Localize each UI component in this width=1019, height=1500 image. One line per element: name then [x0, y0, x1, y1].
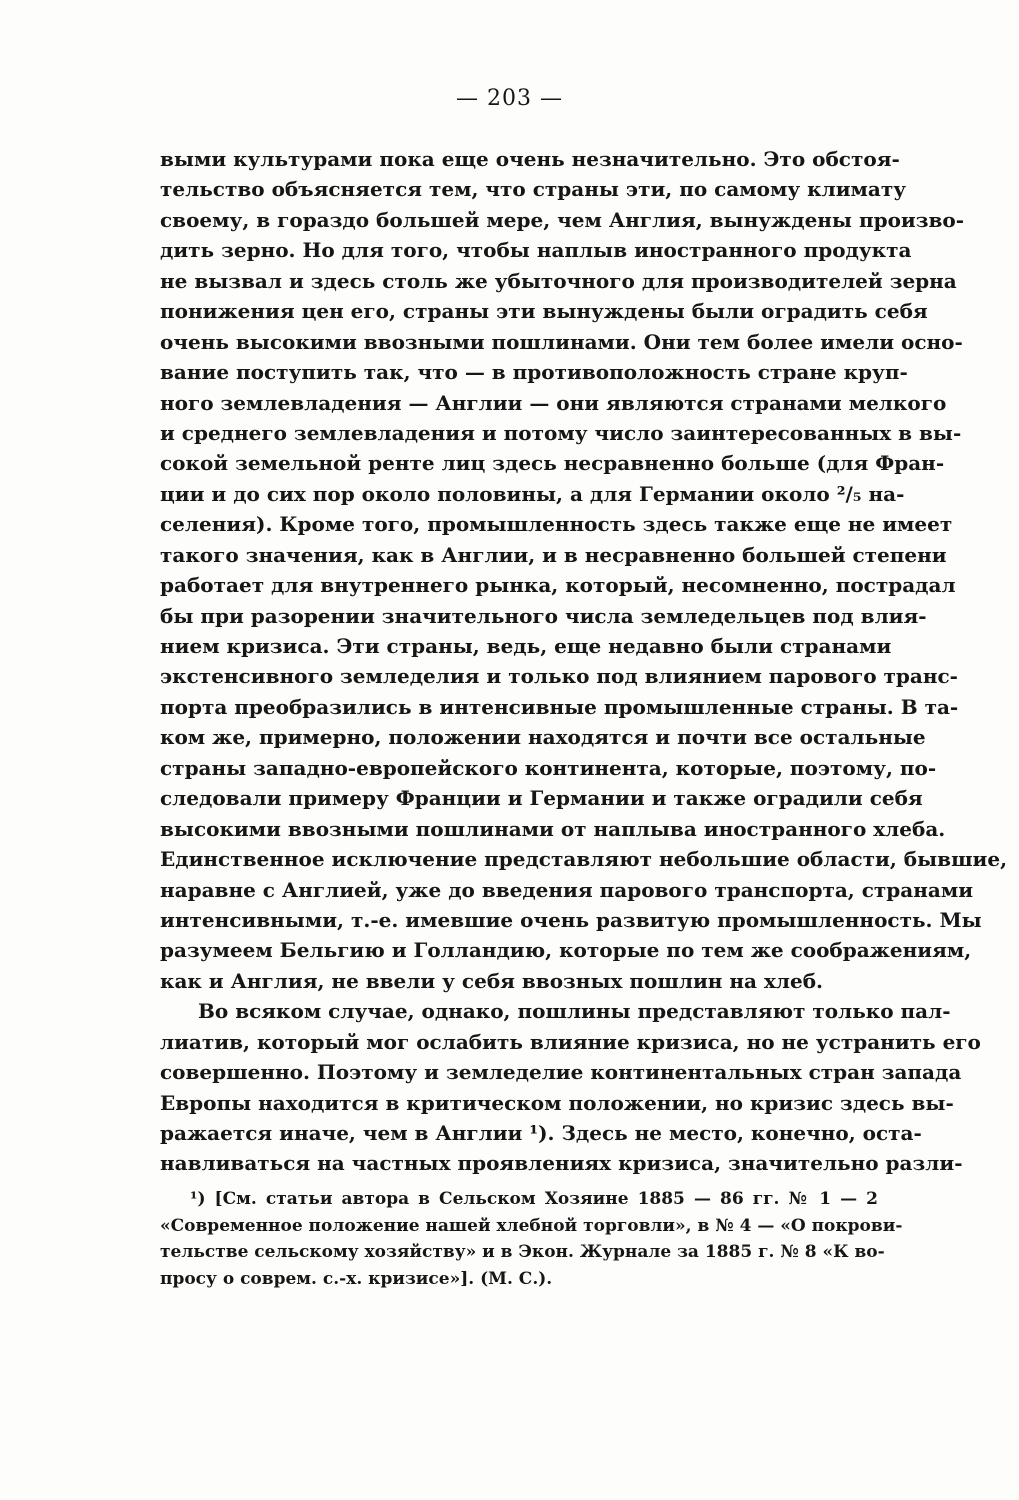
text-line: навливаться на частных проявлениях кризиса, значительно разли-	[160, 1151, 963, 1176]
footnote-line: тельстве сельскому хозяйству» и в Экон. Журнале за 1885 г. № 8 «К во-	[160, 1242, 885, 1262]
text-line: выми культурами пока еще очень незначительно. Это обстоя-	[160, 147, 900, 171]
text-line: селения). Кроме того, промышленность здесь также еще не имеет	[160, 512, 953, 537]
text-line: сокой земельной ренте лиц здесь несравненно больше (для Фран-	[160, 451, 945, 476]
footnote	[160, 1186, 903, 1292]
text-line: тельство объясняется тем, что страны эти, по самому климату	[160, 177, 907, 202]
text-line: интенсивными, т.-е. имевшие очень развитую промышленность. Мы	[160, 907, 982, 932]
page-number: — 203 —	[456, 86, 563, 111]
footnote-line: «Современное положение нашей хлебной торговли», в № 4 — «О покрови-	[160, 1215, 903, 1236]
text-line: такого значения, как в Англии, и в несравненно большей степени	[160, 542, 947, 567]
text-line: своему, в гораздо большей мере, чем Англия, вынуждены произво-	[160, 207, 965, 232]
text-line: разумеем Бельгию и Голландию, которые по тем же соображениям,	[160, 938, 972, 963]
text-line: Единственное исключение представляют небольшие области, бывшие,	[160, 847, 1008, 872]
text-line: и среднего землевладения и потому число заинтересованных в вы-	[160, 420, 962, 445]
text-line: ком же, примерно, положении находятся и почти все остальные	[160, 725, 926, 750]
main-text	[160, 144, 1008, 1179]
text-line: наравне с Англией, уже до введения парового транспорта, странами	[160, 877, 974, 902]
text-line: бы при разорении значительного числа земледельцев под влия-	[160, 603, 927, 628]
text-line: высокими ввозными пошлинами от наплыва иностранного хлеба.	[160, 816, 946, 841]
text-line: лиатив, который мог ослабить влияние кризиса, но не устранить его	[160, 1029, 981, 1054]
footnote-line: ¹) [См. статьи автора в Сельском Хозяине 1885 — 86 гг. № 1 — 2	[190, 1189, 878, 1209]
text-line: следовали примеру Франции и Германии и также оградили себя	[160, 786, 923, 811]
text-line: ного землевладения — Англии — они являются странами мелкого	[160, 390, 947, 415]
text-line: как и Англия, не ввели у себя ввозных пошлин на хлеб.	[160, 968, 824, 993]
text-line: работает для внутреннего рынка, который, несомненно, пострадал	[160, 573, 956, 598]
text-line: Во всяком случае, однако, пошлины представляют только пал-	[198, 999, 951, 1024]
text-line: Европы находится в критическом положении, но кризис здесь вы-	[160, 1090, 954, 1115]
footnote-line: просу о соврем. с.-х. кризисе»]. (М. С.).	[160, 1268, 553, 1289]
text-line: дить зерно. Но для того, чтобы наплыв иностранного продукта	[160, 238, 912, 263]
text-line: порта преобразились в интенсивные промышленные страны. В та-	[160, 694, 959, 719]
text-line: не вызвал и здесь столь же убыточного для производителей зерна	[160, 268, 957, 293]
text-line: ции и до сих пор около половины, а для Германии около ²/₅ на-	[160, 481, 905, 506]
text-line: вание поступить так, что — в противоположность стране круп-	[160, 360, 908, 385]
text-line: экстенсивного земледелия и только под влиянием парового транс-	[160, 664, 958, 689]
text-line: ражается иначе, чем в Англии ¹). Здесь не место, конечно, оста-	[160, 1121, 922, 1145]
text-line: нием кризиса. Эти страны, ведь, еще недавно были странами	[160, 634, 892, 658]
text-line: совершенно. Поэтому и земледелие континентальных стран запада	[160, 1060, 962, 1085]
text-line: страны западно-европейского континента, которые, поэтому, по-	[160, 755, 937, 780]
text-line: понижения цен его, страны эти вынуждены были оградить себя	[160, 299, 928, 324]
text-line: очень высокими ввозными пошлинами. Они тем более имели осно-	[160, 329, 963, 354]
